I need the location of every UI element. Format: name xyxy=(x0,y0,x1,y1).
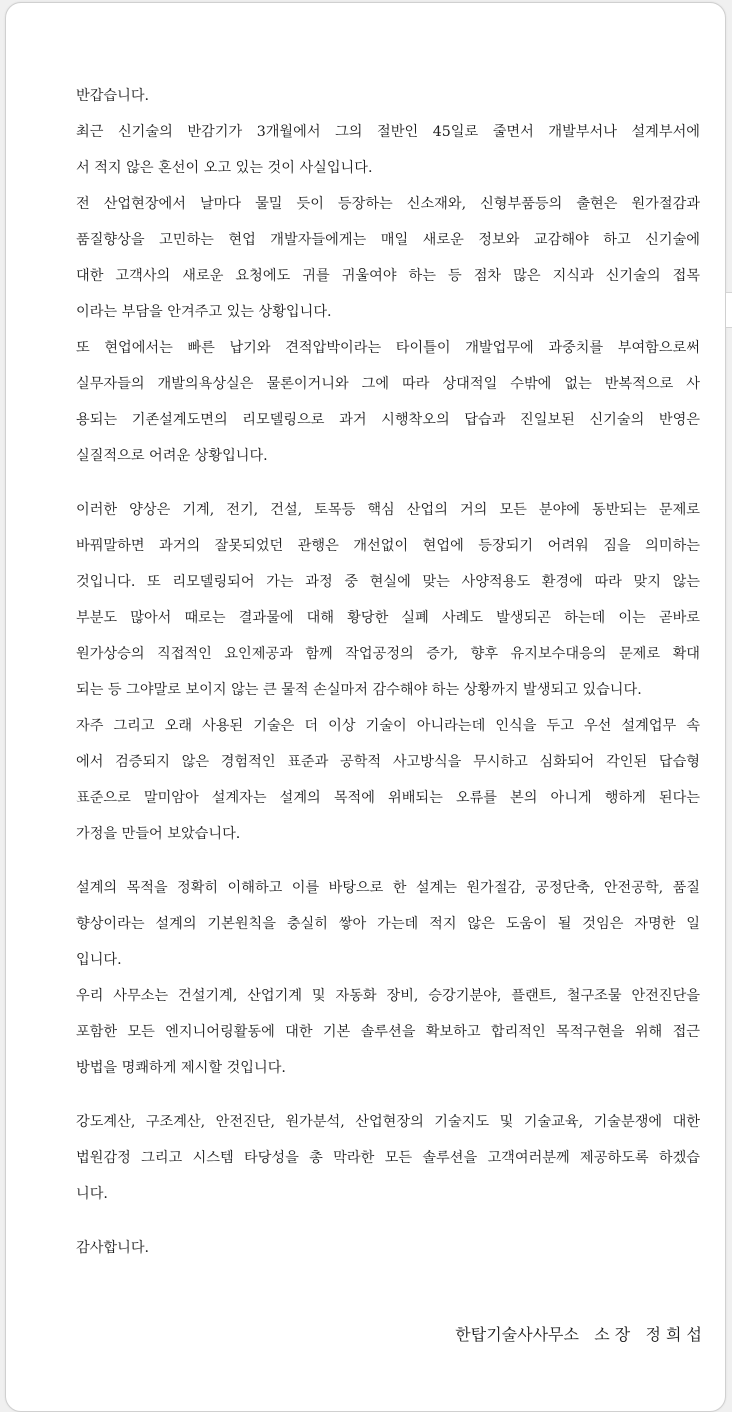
paragraph-gap xyxy=(76,1089,700,1107)
text-line: 우리 사무소는 건설기계, 산업기계 및 자동화 장비, 승강기분야, 플랜트, 철구조물 안전진단을 xyxy=(76,988,700,1004)
letter-body xyxy=(76,81,700,1269)
text-line: 원가상승의 직접적인 요인제공과 함께 작업공정의 증가, 향후 유지보수대응의 문제로 확대 xyxy=(76,646,700,662)
text-line: 부분도 많아서 때로는 결과물에 대해 황당한 실폐 사례도 발생되곤 하는데 이는 곧바로 xyxy=(76,610,700,626)
text-line: 서 적지 않은 혼선이 오고 있는 것이 사실입니다. xyxy=(76,160,373,176)
paragraph xyxy=(76,711,700,855)
text-line: 용되는 기존설계도면의 리모델링으로 과거 시행착오의 답습과 진일보된 신기술의 반영은 xyxy=(76,412,700,428)
text-line: 바꿔말하면 과거의 잘못되었던 관행은 개선없이 현업에 등장되기 어려워 짐을 의미하는 xyxy=(76,538,700,554)
text-line: 품질향상을 고민하는 현업 개발자들에게는 매일 새로운 정보와 교감해야 하고 신기술에 xyxy=(76,232,700,248)
greeting: 반갑습니다. xyxy=(76,88,150,104)
text-line: 이라는 부담을 안겨주고 있는 상황입니다. xyxy=(76,304,332,320)
text-line: 에서 검증되지 않은 경험적인 표준과 공학적 사고방식을 무시하고 심화되어 각인된 답습형 xyxy=(76,754,700,770)
text-line: 자주 그리고 오래 사용된 기술은 더 이상 기술이 아니라는데 인식을 두고 우선 설계업무 속 xyxy=(76,718,700,734)
text-line: 입니다. xyxy=(76,952,122,968)
text-line: 설계의 목적을 정확히 이해하고 이를 바탕으로 한 설계는 원가절감, 공정단축, 안전공학, 품질 xyxy=(76,880,700,896)
text-line: 대한 고객사의 새로운 요청에도 귀를 귀울여야 하는 등 점차 많은 지식과 신기술의 접목 xyxy=(76,268,700,284)
text-line: 되는 등 그야말로 보이지 않는 큰 물적 손실마저 감수해야 하는 상황까지 발생되고 있습니다. xyxy=(76,682,642,698)
text-line: 전 산업현장에서 날마다 물밀 듯이 등장하는 신소재와, 신형부품등의 출현은 원가절감과 xyxy=(76,196,700,212)
paragraph xyxy=(76,117,700,189)
text-line: 것입니다. 또 리모델링되어 가는 과정 중 현실에 맞는 사양적용도 환경에 따라 맞지 않는 xyxy=(76,574,700,590)
paragraph xyxy=(76,1107,700,1215)
paragraph-list xyxy=(76,117,700,1233)
text-line: 포함한 모든 엔지니어링활동에 대한 기본 솔루션을 확보하고 합리적인 목적구현을 위해 접근 xyxy=(76,1024,700,1040)
signature: 한탑기술사사무소 소 장 정 희 섭 xyxy=(455,1325,702,1344)
text-line: 실질적으로 어려운 상황입니다. xyxy=(76,448,268,464)
paragraph xyxy=(76,981,700,1089)
paragraph-gap xyxy=(76,855,700,873)
text-line: 표준으로 말미암아 설계자는 설계의 목적에 위배되는 오류를 본의 아니게 행하게 된다는 xyxy=(76,790,700,806)
side-edge-tab xyxy=(726,292,732,328)
paragraph-gap xyxy=(76,477,700,495)
text-line: 또 현업에서는 빠른 납기와 견적압박이라는 타이틀이 개발업무에 과중치를 부여함으로써 xyxy=(76,340,700,356)
text-line: 니다. xyxy=(76,1186,108,1202)
text-line: 방법을 명쾌하게 제시할 것입니다. xyxy=(76,1060,286,1076)
paragraph-gap xyxy=(76,1215,700,1233)
text-line: 실무자들의 개발의욕상실은 물론이거니와 그에 따라 상대적일 수밖에 없는 반복적으로 사 xyxy=(76,376,700,392)
text-line: 최근 신기술의 반감기가 3개월에서 그의 절반인 45일로 줄면서 개발부서나 설계부서에 xyxy=(76,124,700,140)
paragraph xyxy=(76,873,700,981)
closing: 감사합니다. xyxy=(76,1240,150,1256)
paragraph xyxy=(76,333,700,477)
paragraph xyxy=(76,189,700,333)
text-line: 강도계산, 구조계산, 안전진단, 원가분석, 산업현장의 기술지도 및 기술교육, 기술분쟁에 대한 xyxy=(76,1114,700,1130)
text-line: 이러한 양상은 기계, 전기, 건설, 토목등 핵심 산업의 거의 모든 분야에 동반되는 문제로 xyxy=(76,502,700,518)
text-line: 법원감정 그리고 시스템 타당성을 총 막라한 모든 솔루션을 고객여러분께 제공하도록 하겠습 xyxy=(76,1150,700,1166)
text-line: 향상이라는 설계의 기본원칙을 충실히 쌓아 가는데 적지 않은 도움이 될 것임은 자명한 일 xyxy=(76,916,700,932)
paragraph xyxy=(76,495,700,711)
text-line: 가정을 만들어 보았습니다. xyxy=(76,826,241,842)
